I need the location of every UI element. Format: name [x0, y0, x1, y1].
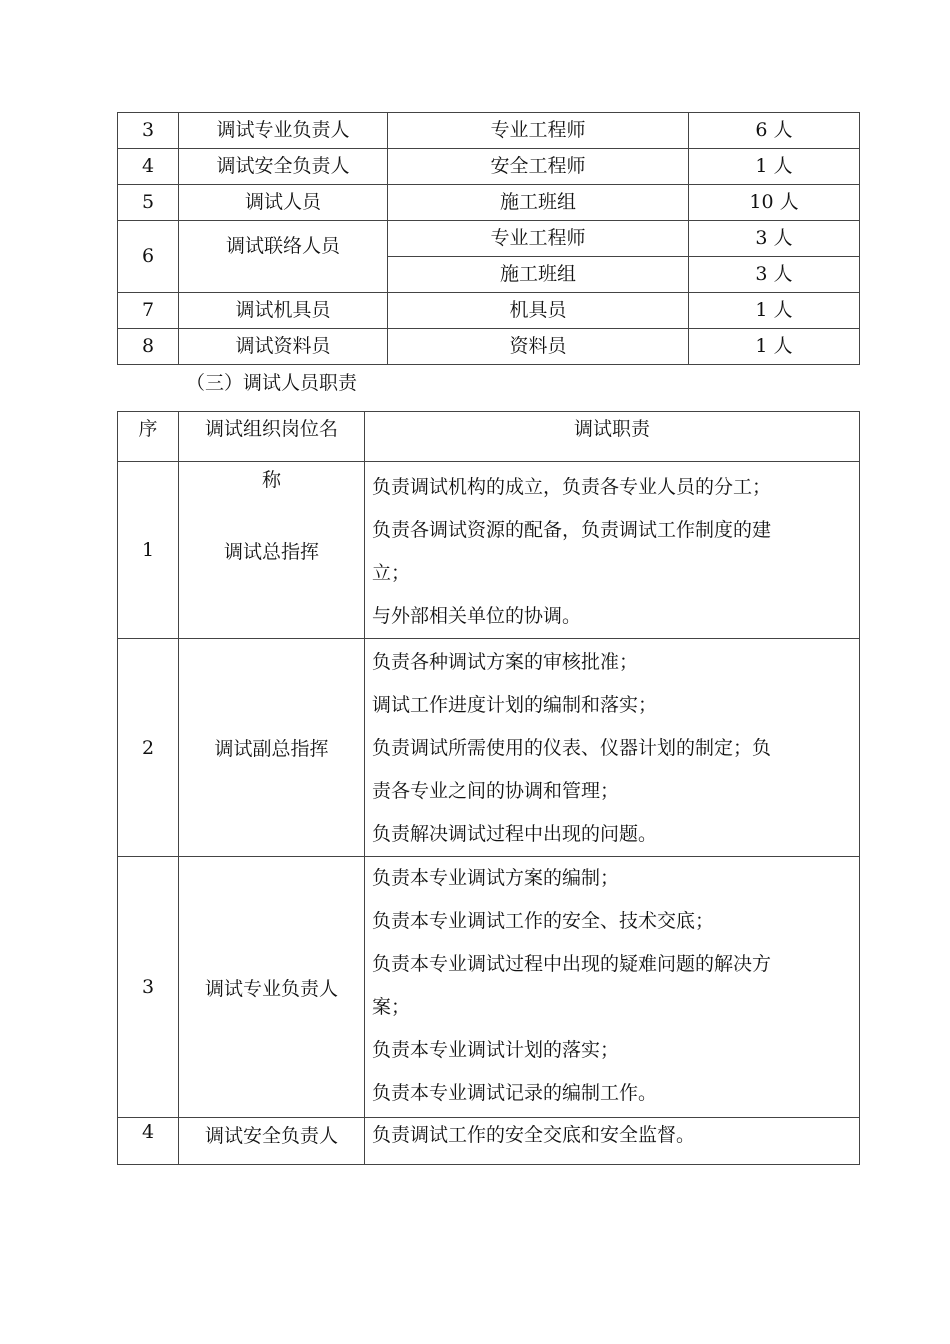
head-count: 3 人 — [689, 221, 860, 257]
duty-line: 负责调试机构的成立，负责各专业人员的分工； — [372, 476, 772, 498]
role-name: 调试总指挥 — [223, 540, 319, 563]
table-row — [118, 221, 860, 257]
row-number: 4 — [118, 1118, 179, 1165]
job-title: 安全工程师 — [388, 149, 689, 185]
table-row — [118, 293, 860, 329]
row-number: 8 — [118, 329, 179, 365]
head-count: 6 人 — [689, 113, 860, 149]
table-header-row — [118, 412, 860, 462]
duty-line: 负责本专业调试工作的安全、技术交底； — [372, 910, 715, 932]
row-number: 6 — [118, 221, 179, 293]
table-row — [118, 113, 860, 149]
role-name: 调试人员 — [179, 185, 388, 221]
header-role: 调试组织岗位名 — [179, 412, 365, 462]
table-row — [118, 462, 860, 639]
duty-cell — [365, 639, 860, 857]
duty-line: 责各专业之间的协调和管理； — [372, 780, 620, 802]
table-row — [118, 639, 860, 857]
section-title: （三）调试人员职责 — [186, 372, 358, 394]
staff-table — [117, 112, 860, 365]
duty-table — [117, 411, 860, 1165]
duty-line: 调试工作进度计划的编制和落实； — [372, 694, 658, 716]
role-name: 调试专业负责人 — [179, 857, 365, 1118]
header-number: 序 — [118, 412, 179, 462]
duty-line: 与外部相关单位的协调。 — [372, 605, 582, 627]
duty-cell — [365, 462, 860, 639]
head-count: 1 人 — [689, 149, 860, 185]
job-title: 机具员 — [388, 293, 689, 329]
duty-line: 负责本专业调试方案的编制； — [372, 867, 620, 889]
role-name: 调试副总指挥 — [179, 639, 365, 857]
role-name: 调试联络人员 — [179, 221, 388, 293]
job-title: 施工班组 — [388, 185, 689, 221]
duty-line: 负责本专业调试记录的编制工作。 — [372, 1082, 658, 1104]
duty-line: 负责本专业调试过程中出现的疑难问题的解决方 — [372, 953, 772, 975]
duty-line: 负责调试工作的安全交底和安全监督。 — [372, 1124, 696, 1146]
duty-line: 立； — [372, 562, 411, 584]
row-number: 2 — [118, 639, 179, 857]
head-count: 3 人 — [689, 257, 860, 293]
role-cell — [179, 462, 365, 639]
row-number: 3 — [118, 113, 179, 149]
duty-line: 负责各调试资源的配备，负责调试工作制度的建 — [372, 519, 772, 541]
row-number: 7 — [118, 293, 179, 329]
head-count: 10 人 — [689, 185, 860, 221]
role-name: 调试机具员 — [179, 293, 388, 329]
duty-line: 负责解决调试过程中出现的问题。 — [372, 823, 658, 845]
duty-line: 负责本专业调试计划的落实； — [372, 1039, 620, 1061]
row-number: 5 — [118, 185, 179, 221]
head-count: 1 人 — [689, 329, 860, 365]
table-row — [118, 857, 860, 1118]
row-number: 3 — [118, 857, 179, 1118]
role-name: 调试专业负责人 — [179, 113, 388, 149]
job-title: 资料员 — [388, 329, 689, 365]
job-title: 专业工程师 — [388, 221, 689, 257]
duty-line: 案； — [372, 996, 411, 1018]
job-title: 施工班组 — [388, 257, 689, 293]
role-name: 调试安全负责人 — [179, 1118, 365, 1165]
row-number: 4 — [118, 149, 179, 185]
duty-cell — [365, 857, 860, 1118]
job-title: 专业工程师 — [388, 113, 689, 149]
table-row — [118, 1118, 860, 1165]
row-number: 1 — [118, 462, 179, 639]
duty-cell — [365, 1118, 860, 1165]
head-count: 1 人 — [689, 293, 860, 329]
table-row — [118, 185, 860, 221]
role-name: 调试资料员 — [179, 329, 388, 365]
header-role-suffix: 称 — [261, 469, 281, 491]
duty-line: 负责各种调试方案的审核批准； — [372, 651, 639, 673]
table-row — [118, 329, 860, 365]
header-duty: 调试职责 — [365, 412, 860, 462]
table-row — [118, 149, 860, 185]
duty-line: 负责调试所需使用的仪表、仪器计划的制定；负 — [372, 737, 772, 759]
role-name: 调试安全负责人 — [179, 149, 388, 185]
